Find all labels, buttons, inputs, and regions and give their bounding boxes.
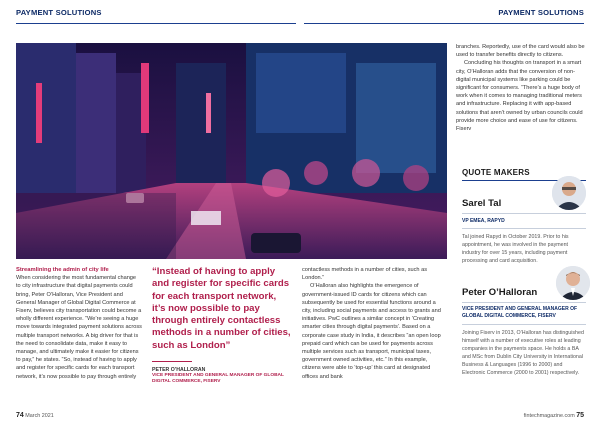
article-paragraph: O’Halloran also highlights the emergence of government-issued ID cards for citizens which can subsequently be used for essential functions around a city, including social payments and access to grants and initiatives. PwC outlines a similar concept in ‘Creating smarter cities through digital payments’. Based on a corporate case study in India, it describes “an open loop prepaid card which can be used for payments across multiple services such as transport, municipal taxes, government owned activities, etc.” In this example, citizens were able to ‘top-up’ this card at designated offices and bank [302,283,441,380]
person-title: VICE PRESIDENT AND GENERAL MANAGER OF GLOBAL DIGITAL COMMERCE, FISERV [462,306,578,319]
page-number-right: 75 [576,412,584,419]
pull-quote-name: PETER O’HALLORAN [152,367,206,374]
portrait-photo-icon [552,176,586,210]
person-name: Peter O’Halloran [462,287,538,298]
header-rule-left [16,23,296,24]
person-bio: Joining Fiserv in 2013, O’Halloran has distinguished himself with a number of executive roles at leading companies in the payments space. He holds a BA and MSc from Dublin City University in International Business & Languages (1996 to 2000) and Electronic Commerce (2000 to 2001) respectively. [462,330,584,376]
article-column-1 [16,266,142,381]
header-rule-right [304,23,584,24]
article-subhead: Streamlining the admin of city life [16,267,109,273]
city-street-photo [16,43,447,259]
profile-divider [462,302,586,303]
pull-quote-rule [152,361,192,362]
profile-divider [462,228,586,229]
section-tag-left: PAYMENT SOLUTIONS [16,8,102,17]
pull-quote-text: “Instead of having to apply and register for specific cards for each transport network, it’s now possible to pay through entirely contactless methods in a number of cities, such as London” [152,266,291,351]
article-column-2 [302,266,444,381]
page-number-left: 74 [16,412,24,419]
article-paragraph: contactless methods in a number of cities, such as London.” [302,267,427,282]
quote-makers-heading: QUOTE MAKERS [462,168,530,177]
article-paragraph: branches. Reportedly, use of the card would also be used to transfer benefits directly to citizens. [456,44,585,59]
person-bio: Tal joined Rapyd in October 2019. Prior to his appointment, he was involved in the payment industry for over 15 years, including payment processing and card acquisition. [462,234,569,264]
profile-divider [462,213,586,214]
footer-right [524,412,584,419]
footer-left [16,412,54,419]
article-paragraph: Concluding his thoughts on transport in a smart city, O’Halloran adds that the conversion of non-digital municipal systems like parking could be significant for consumers. “There’s a huge body of work when it comes to managing traditional meters and infrastructure. Replacing it with app-based solutions that aren’t owned by urban councils could provide more choice and ease of use for citizens. Fiserv [456,60,583,133]
issue-date: March 2021 [25,413,54,419]
person-title: VP EMEA, RAPYD [462,218,505,224]
portrait-photo-icon [556,266,590,300]
article-column-3 [456,43,586,133]
profile-divider [462,324,586,325]
section-tag-right: PAYMENT SOLUTIONS [498,8,584,17]
person-name: Sarel Tal [462,198,502,209]
pull-quote-role: VICE PRESIDENT AND GENERAL MANAGER OF GLOBAL DIGITAL COMMERCE, FISERV [152,373,284,385]
article-paragraph: When considering the most fundamental change to city infrastructure that digital payments could bring, Peter O’Halloran, Vice President and General Manager of Global Digital Commerce at Fiserv, believes city transportation could become a wholly different experience. “We’re seeing a huge move towards integrated payment solutions across multiple transport networks. A big driver for that is the need to consolidate data, make it easy to manage, and ultimately make it easier for citizens to pay,” he states. “So, instead of having to apply and register for specific cards for each transport network, it’s now possible to pay through entirely [16,275,142,380]
pull-quote [152,266,292,385]
site-url: fintechmagazine.com [523,413,575,419]
